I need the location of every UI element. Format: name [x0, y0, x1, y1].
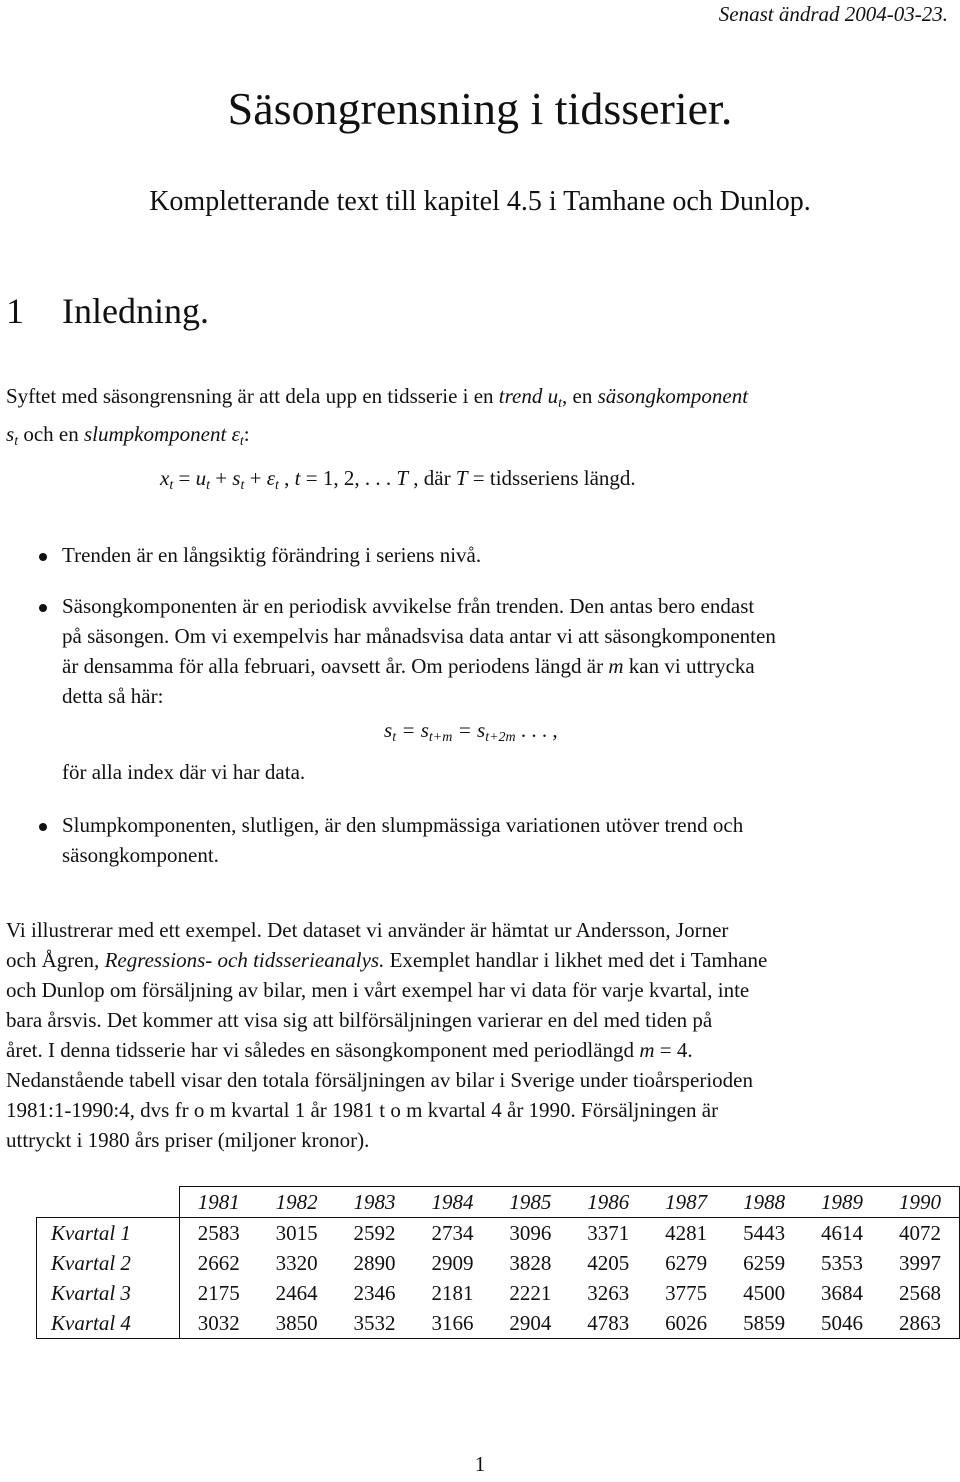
- quarter-label: Kvartal 1: [37, 1218, 180, 1249]
- bullet-text: kan vi uttrycka: [623, 654, 755, 678]
- var-m: m: [639, 1038, 655, 1062]
- sales-value: 3032: [179, 1308, 257, 1339]
- bullet-text: på säsongen. Om vi exempelvis har månadsvisa data antar vi att säsongkomponenten: [62, 624, 776, 648]
- sales-value: 2464: [275, 1280, 318, 1305]
- car-sales-table: [36, 1186, 960, 1339]
- sales-value: 3775: [665, 1280, 708, 1305]
- seasonal-equation: $s_t = s_{t+m} = s_{t+2m}$ . . . ,: [384, 718, 558, 745]
- sales-value: 3532: [336, 1308, 414, 1339]
- sales-value: 2346: [353, 1280, 396, 1305]
- section-number: 1: [6, 291, 24, 331]
- example-text: 1981:1-1990:4, dvs fr o m kvartal 1 år 1981 t o m kvartal 4 år 1990. Försäljningen är: [6, 1098, 719, 1122]
- quarter-label: Kvartal 3: [37, 1278, 180, 1308]
- sales-value: 2592: [353, 1220, 396, 1245]
- table-row: [37, 1248, 960, 1278]
- intro-text: och en: [18, 422, 84, 446]
- sales-value: 2863: [881, 1308, 960, 1339]
- sales-value: 3828: [509, 1250, 552, 1275]
- sales-value: 2734: [431, 1220, 474, 1245]
- intro-paragraph: [6, 381, 952, 457]
- bullet-text: detta så här:: [62, 684, 164, 708]
- example-text: Exemplet handlar i likhet med det i Tamhane: [384, 948, 768, 972]
- example-text: och Dunlop om försäljning av bilar, men i vårt exempel har vi data för varje kvartal, inte: [6, 978, 750, 1002]
- sales-value: 4614: [820, 1220, 863, 1245]
- quarter-label: Kvartal 2: [37, 1248, 180, 1278]
- sales-value: 2568: [881, 1278, 960, 1308]
- sales-value: 5443: [743, 1220, 786, 1245]
- document-title: Säsongrensning i tidsserier.: [227, 83, 733, 134]
- sales-value: 6279: [665, 1250, 708, 1275]
- bullet-dot: [39, 604, 47, 612]
- sales-value: 2662: [179, 1248, 257, 1278]
- bullet-text: Slumpkomponenten, slutligen, är den slumpmässiga variationen utöver trend och: [62, 813, 744, 837]
- year-header: 1985: [491, 1187, 569, 1218]
- bullet-text: säsongkomponent.: [62, 843, 219, 867]
- year-header: 1990: [881, 1187, 960, 1218]
- sales-value: 4783: [569, 1308, 647, 1339]
- intro-text: , en: [562, 384, 598, 408]
- subscript-t: t: [558, 396, 562, 411]
- table-row: [37, 1308, 960, 1339]
- var-s: s: [6, 422, 15, 446]
- sales-value: 5046: [803, 1308, 881, 1339]
- year-header: 1989: [803, 1187, 881, 1218]
- sales-value: 6026: [647, 1308, 725, 1339]
- table-corner-cell: [37, 1187, 180, 1218]
- sales-value: 3166: [414, 1308, 492, 1339]
- sales-value: 3263: [587, 1280, 630, 1305]
- document-subtitle: Kompletterande text till kapitel 4.5 i Tamhane och Dunlop.: [149, 186, 811, 217]
- sales-value: 4072: [881, 1218, 960, 1249]
- sales-value: 4281: [665, 1220, 708, 1245]
- sales-value: 3096: [509, 1220, 552, 1245]
- var-u: u: [547, 384, 559, 408]
- bullet-seasonal: [62, 591, 954, 711]
- sales-value: 3684: [820, 1280, 863, 1305]
- sales-value: 3997: [881, 1248, 960, 1278]
- book-title: Regressions- och tidsserieanalys.: [104, 948, 385, 972]
- term-random: slumpkomponent: [83, 422, 227, 446]
- page-number: 1: [474, 1452, 486, 1476]
- sales-value: 6259: [743, 1250, 786, 1275]
- sales-value: 3015: [275, 1220, 318, 1245]
- sales-value: 4500: [743, 1280, 786, 1305]
- table-row: [37, 1278, 960, 1308]
- var-m: m: [608, 654, 624, 678]
- sales-value: 3850: [258, 1308, 336, 1339]
- bullet-dot: [39, 553, 47, 561]
- sales-value: 5859: [725, 1308, 803, 1339]
- year-header: 1982: [258, 1187, 336, 1218]
- year-header: 1981: [179, 1187, 257, 1218]
- sales-value: 2904: [491, 1308, 569, 1339]
- term-seasonal: säsongkomponent: [597, 384, 749, 408]
- sales-value: 3371: [587, 1220, 630, 1245]
- section-title: Inledning.: [62, 291, 209, 331]
- example-paragraph: [6, 915, 952, 1155]
- bullet-text: Säsongkomponenten är en periodisk avvikelse från trenden. Den antas bero endast: [62, 594, 755, 618]
- decomposition-equation: $x_t = u_t + s_t + \varepsilon_t$ , t = 1, 2, . . . T , där T = tidsseriens längd.: [160, 466, 636, 493]
- sales-value: 2181: [431, 1280, 474, 1305]
- intro-text: :: [243, 422, 250, 446]
- sales-value: 2909: [431, 1250, 474, 1275]
- year-header: 1986: [569, 1187, 647, 1218]
- example-text: Nedanstående tabell visar den totala försäljningen av bilar i Sverige under tioårsperioden: [6, 1068, 753, 1092]
- term-trend: trend: [498, 384, 543, 408]
- bullet-dot: [39, 823, 47, 831]
- sales-value: 2175: [179, 1278, 257, 1308]
- year-header: 1987: [647, 1187, 725, 1218]
- intro-text: Syftet med säsongrensning är att dela upp en tidsserie i en: [6, 384, 499, 408]
- sales-value: 2890: [353, 1250, 396, 1275]
- example-text: uttryckt i 1980 års priser (miljoner kronor).: [6, 1128, 370, 1152]
- table-header-row: [37, 1187, 960, 1218]
- example-text: bara årsvis. Det kommer att visa sig att bilförsäljningen varierar en del med tiden på: [6, 1008, 713, 1032]
- sales-value: 2583: [179, 1218, 257, 1249]
- revision-date: Senast ändrad 2004-03-23.: [718, 2, 948, 26]
- sales-value: 2221: [509, 1280, 552, 1305]
- var-epsilon: ε: [231, 422, 240, 446]
- sales-value: 5353: [820, 1250, 863, 1275]
- sales-value: 3320: [275, 1250, 318, 1275]
- table-row: [37, 1218, 960, 1249]
- sales-value: 4205: [587, 1250, 630, 1275]
- year-header: 1984: [414, 1187, 492, 1218]
- bullet-seasonal-tail: för alla index där vi har data.: [62, 760, 306, 784]
- example-text: = 4.: [654, 1038, 693, 1062]
- example-text: Vi illustrerar med ett exempel. Det dataset vi använder är hämtat ur Andersson, Jorner: [6, 918, 729, 942]
- bullet-trend: Trenden är en långsiktig förändring i seriens nivå.: [62, 543, 482, 567]
- quarter-label: Kvartal 4: [37, 1308, 180, 1339]
- example-text: och Ågren,: [6, 948, 105, 972]
- example-text: året. I denna tidsserie har vi således en säsongkomponent med periodlängd: [6, 1038, 640, 1062]
- subscript-t: t: [239, 434, 244, 449]
- section-heading: [6, 290, 209, 332]
- subscript-t: t: [14, 434, 19, 449]
- year-header: 1983: [336, 1187, 414, 1218]
- bullet-text: är densamma för alla februari, oavsett år. Om periodens längd är: [62, 654, 609, 678]
- year-header: 1988: [725, 1187, 803, 1218]
- bullet-random: [62, 810, 954, 870]
